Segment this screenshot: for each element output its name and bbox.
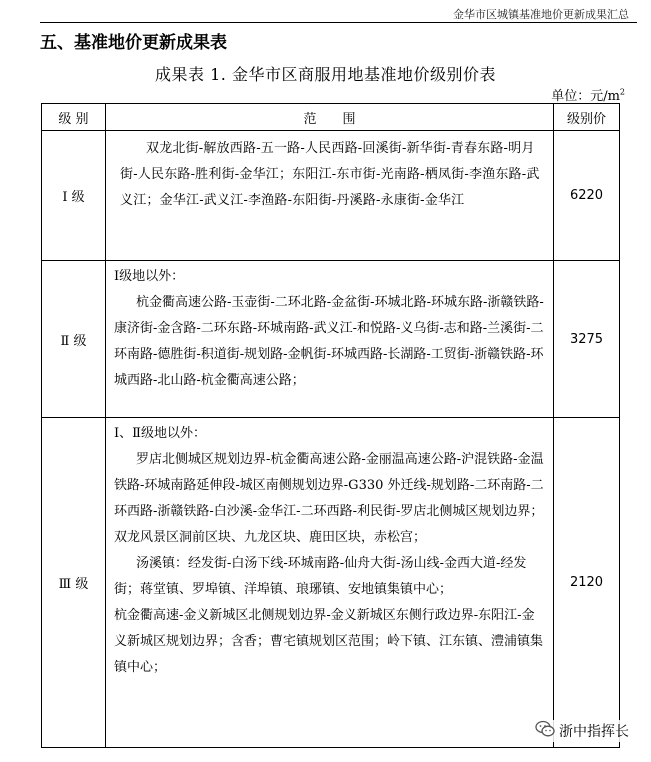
table-header-row xyxy=(42,104,620,131)
scope-paragraph: 杭金衢高速-金义新城区北侧规划边界-金义新城区东侧行政边界-东阳江-金义新城区规划边界；含香；曹宅镇规划区范围；岭下镇、江东镇、澧浦镇集镇中心； xyxy=(114,608,544,675)
scope-cell xyxy=(106,261,554,418)
level-cell: Ⅰ 级 xyxy=(42,131,106,261)
scope-intro: Ⅰ级地以外： xyxy=(114,269,185,284)
section-title: 五、基准地价更新成果表 xyxy=(40,33,227,53)
land-price-table xyxy=(41,103,620,748)
table-row-level-1 xyxy=(42,131,620,261)
header-rule xyxy=(40,22,637,23)
scope-text: 双龙北街-解放西路-五一路-人民西路-回溪街-新华街-青春东路-明月街-人民东路-胜利街-金华江；东阳江-东市街-光南路-栖凤街-李渔东路-武义江；金华江-武义江-李渔路-东阳街-丹溪路-永康街-金华江 xyxy=(120,141,540,208)
unit-label xyxy=(551,85,625,104)
scope-paragraph: 汤溪镇：经发街-白汤下线-环城南路-仙舟大街-汤山线-金西大道-经发街；蒋堂镇、罗埠镇、洋埠镇、琅琊镇、安地镇集镇中心； xyxy=(114,556,527,597)
table-title: 成果表 1. 金华市区商服用地基准地价级别价表 xyxy=(155,65,496,84)
scope-cell xyxy=(106,418,554,748)
column-header-level: 级 别 xyxy=(42,104,106,131)
unit-superscript: 2 xyxy=(619,87,625,97)
table-row-level-2 xyxy=(42,261,620,418)
scope-text: 杭金衢高速公路-玉壶街-二环北路-金盆街-环城北路-环城东路-浙赣铁路-康济街-金含路-二环东路-环城南路-武义江-和悦路-义乌街-志和路-兰溪街-二环南路-德胜街-积道街-规划路-金帆街-环城西路-长湖路-工贸街-浙赣铁路-环城西路-北山路-杭金衢高速公路； xyxy=(114,295,544,388)
price-cell: 6220 xyxy=(554,131,620,261)
level-cell: Ⅱ 级 xyxy=(42,261,106,418)
running-header: 金华市区城镇基准地价更新成果汇总 xyxy=(453,8,629,21)
price-cell: 2120 xyxy=(554,418,620,748)
watermark-text: 浙中指挥长 xyxy=(559,724,629,740)
scope-paragraph: 罗店北侧城区规划边界-杭金衢高速公路-金丽温高速公路-沪混铁路-金温铁路-环城南路延伸段-城区南侧规划边界-G330 外迁线-规划路-二环南路-二环西路-浙赣铁路-白沙溪-金华江-二环西路-利民街-罗店北侧城区规划边界；双龙风景区洞前区块、九龙区块、鹿田区块，赤松宫； xyxy=(114,452,544,545)
table-row-level-3 xyxy=(42,418,620,748)
price-cell: 3275 xyxy=(554,261,620,418)
wechat-icon xyxy=(535,720,555,742)
scope-cell xyxy=(106,131,554,261)
column-header-price: 级别价 xyxy=(554,104,620,131)
scope-intro: Ⅰ、Ⅱ级地以外： xyxy=(114,426,206,441)
column-header-scope: 范 围 xyxy=(106,104,554,131)
unit-text: 单位：元/m xyxy=(551,89,620,104)
level-cell: Ⅲ 级 xyxy=(42,418,106,748)
wechat-watermark xyxy=(531,720,633,742)
